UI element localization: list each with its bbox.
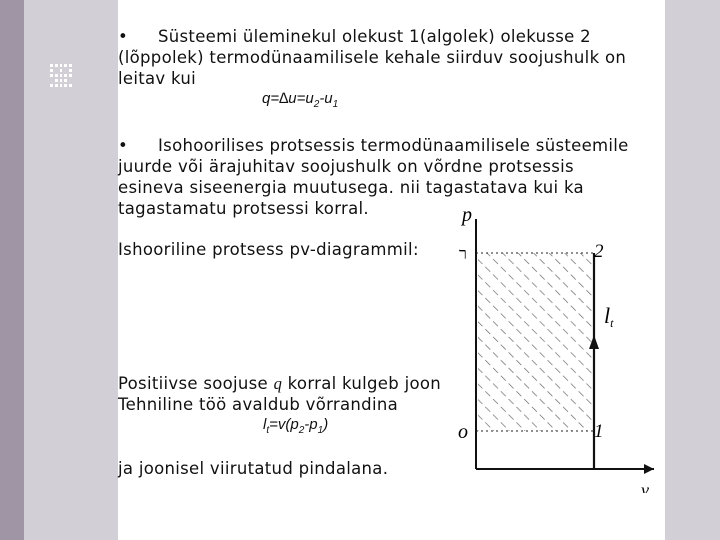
formula-lt: $l_t=v(p_2-p_1)$ bbox=[263, 416, 329, 436]
point-1-label: 1 bbox=[594, 421, 604, 442]
bullet-paragraph-1 bbox=[118, 26, 626, 89]
bullet-marker: • bbox=[118, 27, 129, 46]
origin-label: o bbox=[458, 421, 468, 443]
left-decor-strip bbox=[0, 0, 24, 540]
bullet2-line1: Isohoorilises protsessis termodünaamilisele süsteemile bbox=[158, 136, 629, 155]
diagram-caption: Ishooriline protsess pv-diagrammil: bbox=[118, 240, 419, 259]
bullet2-line3: esineva siseenergia muutusega. nii tagastatava kui ka bbox=[118, 178, 584, 197]
p2-tick-mark: ר bbox=[459, 246, 467, 263]
point-2-label: 2 bbox=[594, 241, 604, 262]
hatched-area-text: ja joonisel viirutatud pindalana. bbox=[118, 459, 389, 478]
formula-q-delta-u: $q=\Delta u=u_2-u_1$ bbox=[262, 90, 339, 110]
bullet1-line1: Süsteemi üleminekul olekust 1(algolek) olekusse 2 bbox=[158, 27, 591, 46]
bullet2-line4: tagastamatu protsessi korral. bbox=[118, 199, 369, 218]
technical-work-text: Tehniline töö avaldub võrrandina bbox=[118, 395, 399, 414]
bullet-marker: • bbox=[118, 136, 129, 155]
right-decor-band bbox=[665, 0, 720, 540]
positive-heat-text: Positiivse soojuse q korral kulgeb joon bbox=[118, 374, 442, 393]
v-axis-arrow-icon bbox=[644, 464, 654, 474]
pv-diagram bbox=[456, 207, 665, 493]
grid-logo-icon bbox=[50, 64, 74, 86]
bullet2-line2: juurde või ärajuhitav soojushulk on võrdne protsessis bbox=[118, 157, 574, 176]
bullet1-line2: (lõppolek) termodünaamilisele kehale siirduv soojushulk on bbox=[118, 48, 627, 67]
v-axis-label: v bbox=[641, 480, 649, 493]
bullet1-line3: leitav kui bbox=[118, 69, 196, 88]
hatched-area bbox=[478, 253, 594, 431]
p-axis-label: p bbox=[462, 207, 472, 226]
pv-diagram-svg bbox=[456, 207, 665, 493]
lt-label: lt bbox=[604, 303, 614, 330]
